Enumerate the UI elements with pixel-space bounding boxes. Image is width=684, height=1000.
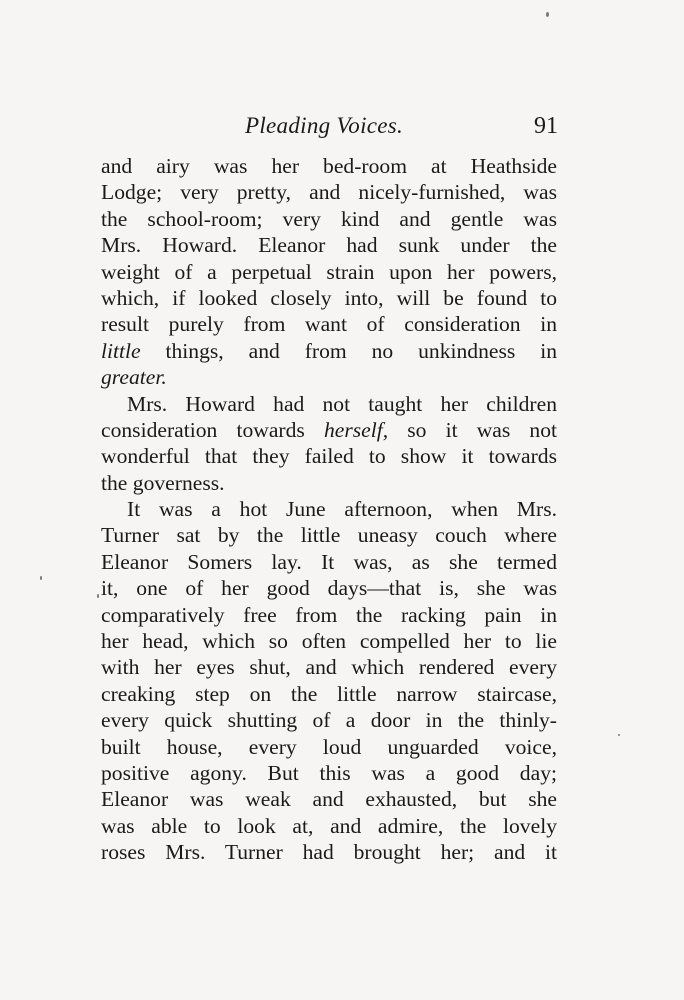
text-line [101, 839, 557, 865]
page-number: 91 [534, 113, 558, 139]
paper-speck [618, 734, 620, 736]
text-segment: with her eyes shut, and which rendered every [101, 655, 557, 680]
italic-text: herself, [323, 417, 389, 442]
text-line [101, 391, 557, 417]
text-line [101, 654, 557, 680]
text-segment: was able to look at, and admire, the lovely [101, 813, 557, 838]
text-line [101, 707, 557, 733]
text-line [101, 232, 557, 258]
text-line [101, 311, 557, 337]
text-line [101, 338, 557, 364]
running-title: Pleading Voices. [245, 113, 404, 138]
text-segment: Turner sat by the little uneasy couch where [101, 523, 557, 548]
text-segment: wonderful that they failed to show it towards [101, 444, 557, 469]
paper-speck [40, 576, 42, 580]
text-line [101, 443, 557, 469]
text-line [101, 417, 557, 443]
text-segment: Eleanor was weak and exhausted, but she [101, 787, 557, 812]
body-text [101, 153, 557, 866]
paper-speck [97, 594, 99, 598]
text-segment: positive agony. But this was a good day; [101, 760, 557, 785]
text-segment: and airy was her bed-room at Heathside [101, 154, 557, 178]
text-segment: comparatively free from the racking pain in [101, 602, 557, 627]
text-segment: Mrs. Howard had not taught her children [127, 391, 557, 416]
text-line [101, 179, 557, 205]
text-line [101, 522, 557, 548]
page-header [100, 113, 558, 149]
text-line [101, 285, 557, 311]
text-segment: result purely from want of consideration in [101, 312, 557, 337]
text-line [101, 813, 557, 839]
italic-text: little [101, 338, 141, 363]
text-segment: things, and from no unkindness in [140, 338, 557, 363]
text-line [101, 206, 557, 232]
text-line [101, 153, 557, 179]
text-line [101, 496, 557, 522]
text-line [101, 602, 557, 628]
text-segment: Mrs. Howard. Eleanor had sunk under the [101, 233, 557, 258]
text-line [101, 575, 557, 601]
text-line [101, 760, 557, 786]
text-line [101, 734, 557, 760]
text-segment: the governess. [101, 470, 225, 495]
text-segment: It was a hot June afternoon, when Mrs. [127, 497, 557, 522]
text-segment: creaking step on the little narrow staircase, [101, 681, 557, 706]
text-line [101, 259, 557, 285]
text-segment: Eleanor Somers lay. It was, as she termed [101, 549, 557, 574]
text-line [101, 549, 557, 575]
text-segment: so it was not [388, 417, 557, 442]
text-segment: which, if looked closely into, will be found to [101, 285, 557, 310]
text-line [101, 628, 557, 654]
text-segment: every quick shutting of a door in the thinly- [101, 708, 557, 733]
text-segment: the school-room; very kind and gentle was [101, 206, 557, 231]
text-line [101, 681, 557, 707]
text-segment: consideration towards [101, 417, 324, 442]
italic-text: greater. [101, 365, 167, 390]
text-line [101, 786, 557, 812]
text-line [101, 364, 557, 390]
text-segment: roses Mrs. Turner had brought her; and it [101, 840, 557, 865]
text-segment: built house, every loud unguarded voice, [101, 734, 557, 759]
text-line [101, 470, 557, 496]
text-segment: weight of a perpetual strain upon her powers, [101, 259, 557, 284]
paper-speck [546, 12, 549, 17]
text-segment: it, one of her good days—that is, she was [101, 576, 557, 601]
text-segment: Lodge; very pretty, and nicely-furnished, was [101, 180, 557, 205]
text-segment: her head, which so often compelled her to lie [101, 629, 557, 654]
